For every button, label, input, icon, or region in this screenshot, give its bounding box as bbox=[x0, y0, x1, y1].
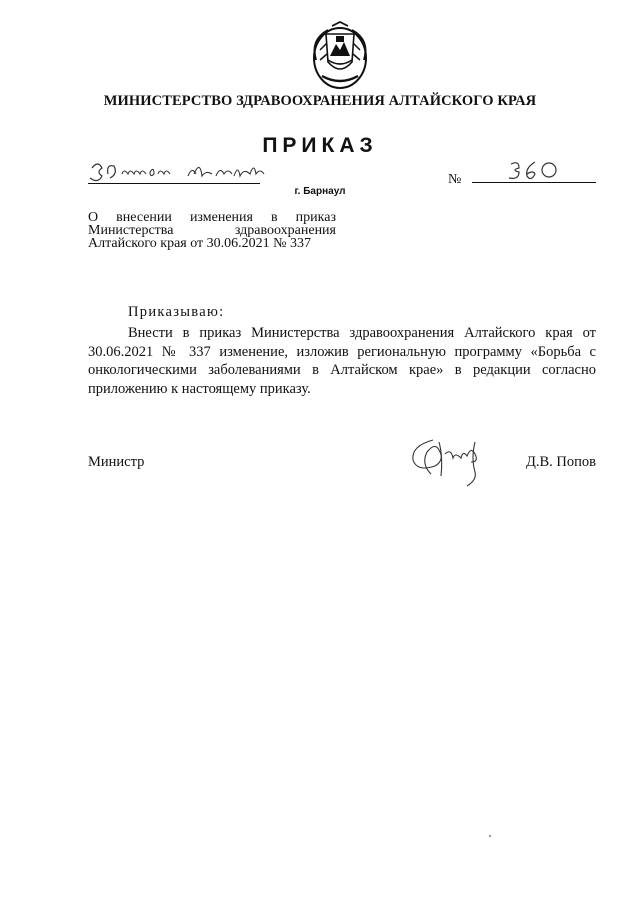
order-subject bbox=[88, 211, 336, 250]
handwritten-number bbox=[505, 158, 565, 184]
ministry-name: МИНИСТЕРСТВО ЗДРАВООХРАНЕНИЯ АЛТАЙСКОГО КРАЯ bbox=[103, 93, 537, 109]
coat-of-arms-icon bbox=[300, 20, 380, 92]
subject-line: О внесении изменения в приказ bbox=[88, 210, 336, 225]
date-underline bbox=[88, 183, 260, 184]
number-label: № bbox=[448, 172, 462, 187]
document-type-title: ПРИКАЗ bbox=[262, 134, 378, 157]
signatory-title: Министр bbox=[88, 454, 145, 470]
subject-line: Министерства здравоохранения bbox=[88, 223, 336, 238]
decree-word: Приказываю: bbox=[128, 304, 225, 320]
signature-icon bbox=[405, 432, 495, 487]
order-body-paragraph: Внести в приказ Министерства здравоохранения Алтайского края от 30.06.2021 № 337 изменение, изложив региональную программу «Борьба с онкологическими заболеваниями в Алтайском крае» в редакции согласно приложению к настоящему приказу. bbox=[88, 325, 596, 397]
handwritten-date bbox=[88, 158, 268, 186]
city-label: г. Барнаул bbox=[294, 186, 346, 197]
subject-line: Алтайского края от 30.06.2021 № 337 bbox=[88, 236, 312, 251]
signatory-name: Д.В. Попов bbox=[525, 454, 596, 470]
scan-artifact bbox=[489, 835, 491, 837]
